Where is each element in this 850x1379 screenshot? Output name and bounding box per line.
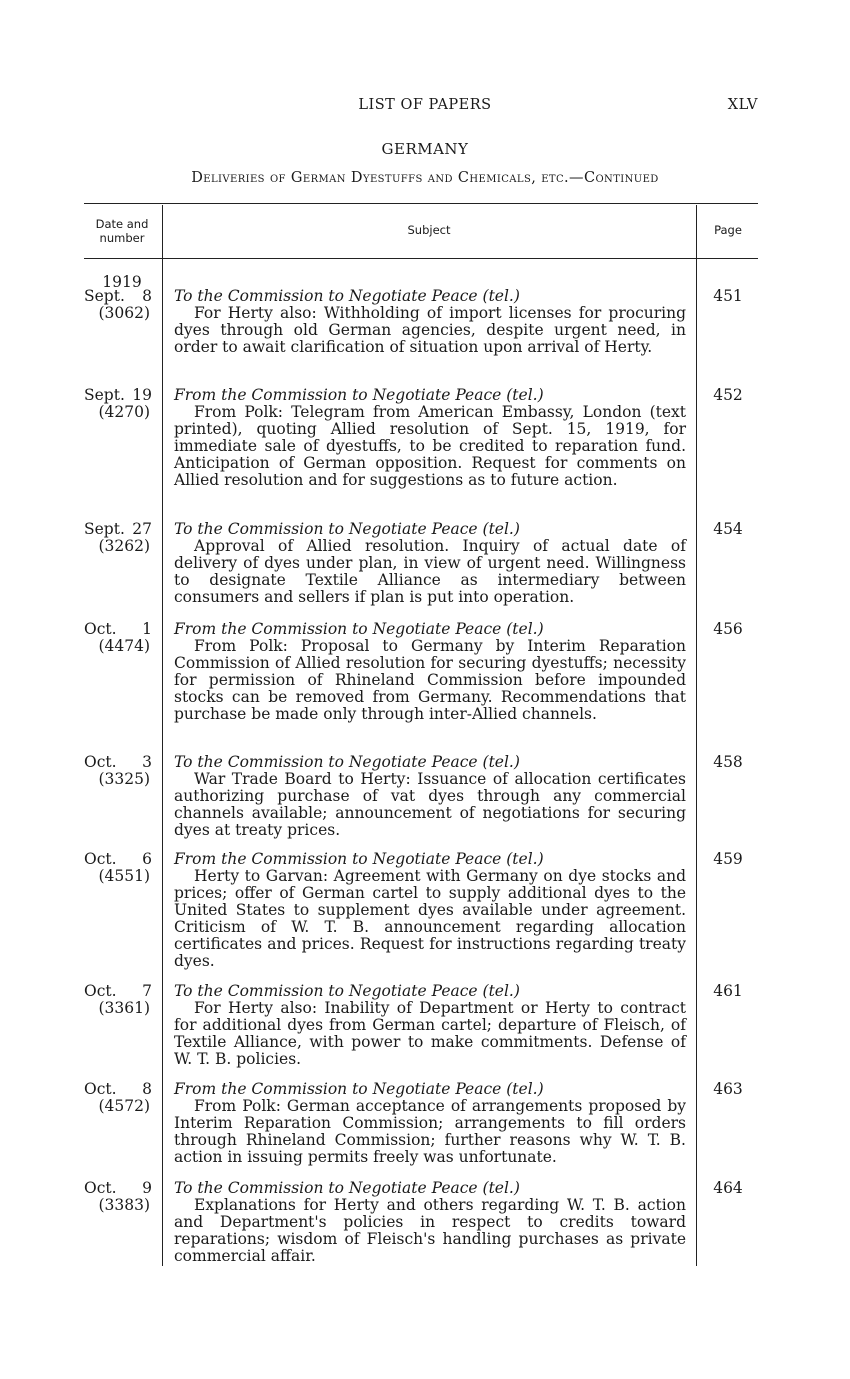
- column-divider-subject-page: [696, 205, 697, 1266]
- column-header-page: Page: [714, 223, 742, 237]
- entry-date: [84, 621, 152, 655]
- entry-date: [84, 754, 152, 788]
- entry-subject: [174, 1081, 686, 1166]
- entry-number: (4551): [98, 867, 150, 885]
- year-label: 1919: [102, 273, 142, 291]
- section-title: Deliveries of German Dyestuffs and Chemicals, etc.—Continued: [191, 170, 659, 186]
- entry-month: Sept.: [84, 386, 125, 404]
- entry-day: 27: [132, 520, 152, 538]
- entry-body: From Polk: Telegram from American Embassy, London (text printed), quoting Allied resolution of Sept. 15, 1919, for immediate sale of dyestuffs, to be credited to reparation fund. Anticipation of German opposition. Request for comments on Allied resolution and for suggestions as to future action.: [174, 403, 686, 489]
- entry-day: 6: [142, 850, 152, 868]
- entry-number: (4474): [98, 637, 150, 655]
- entry-body: Herty to Garvan: Agreement with Germany on dye stocks and prices; offer of German cartel to supply additional dyes to the United States to supplement dyes available under agreement. Criticism of W. T. B. announcement regarding allocation certificates and prices. Request for instructions regarding treaty dyes.: [174, 867, 686, 970]
- entry-page: 464: [713, 1179, 743, 1197]
- entry-page: 461: [713, 982, 743, 1000]
- entry-subject: [174, 1180, 686, 1265]
- entry-month: Oct.: [84, 982, 117, 1000]
- entry-body: Approval of Allied resolution. Inquiry of actual date of delivery of dyes under plan, in view of urgent need. Willingness to designate Textile Alliance as intermediary between consumers and sellers if plan is put into operation.: [174, 537, 686, 606]
- column-header-date: Date and number: [95, 217, 149, 245]
- entry-day: 1: [142, 620, 152, 638]
- entry-month: Sept.: [84, 287, 125, 305]
- column-divider-date-subject: [162, 205, 163, 1266]
- entry-day: 8: [142, 287, 152, 305]
- entry-subject: [174, 754, 686, 839]
- entry-day: 19: [132, 386, 152, 404]
- entry-heading: From the Commission to Negotiate Peace (tel.): [174, 850, 544, 868]
- entry-date: [84, 1180, 152, 1214]
- entry-page: 456: [713, 620, 743, 638]
- entry-subject: [174, 983, 686, 1068]
- entry-heading: To the Commission to Negotiate Peace (tel.): [174, 520, 520, 538]
- entry-number: (4572): [98, 1097, 150, 1115]
- running-head: [0, 97, 850, 117]
- entry-body: From Polk: Proposal to Germany by Interim Reparation Commission of Allied resolution for securing dyestuffs; necessity for permission of Rhineland Commission before impounded stocks can be removed from Germany. Recommendations that purchase be made only through inter-Allied channels.: [174, 637, 686, 723]
- entry-body: Explanations for Herty and others regarding W. T. B. action and Department's policies in respect to credits toward reparations; wisdom of Fleisch's handling purchases as private commercial affair.: [174, 1196, 686, 1265]
- entry-month: Sept.: [84, 520, 125, 538]
- entry-heading: From the Commission to Negotiate Peace (tel.): [174, 1080, 544, 1098]
- entry-date: [84, 387, 152, 421]
- entry-day: 7: [142, 982, 152, 1000]
- roman-page-number: XLV: [727, 97, 758, 113]
- entry-date: [84, 521, 152, 555]
- entry-body: For Herty also: Withholding of import licenses for procuring dyes through old German agencies, despite urgent need, in order to await clarification of situation upon arrival of Herty.: [174, 304, 686, 356]
- entry-heading: To the Commission to Negotiate Peace (tel.): [174, 1179, 520, 1197]
- country-heading: GERMANY: [381, 140, 469, 158]
- entry-number: (4270): [98, 403, 150, 421]
- entry-page: 454: [713, 520, 743, 538]
- entry-heading: To the Commission to Negotiate Peace (tel.): [174, 753, 520, 771]
- entry-page: 451: [713, 287, 743, 305]
- entry-date: [84, 851, 152, 885]
- running-title: LIST OF PAPERS: [358, 97, 492, 113]
- column-header-subject: Subject: [407, 223, 451, 237]
- entry-subject: [174, 621, 686, 723]
- entry-number: (3262): [98, 537, 150, 555]
- entry-subject: [174, 288, 686, 356]
- entry-month: Oct.: [84, 1080, 117, 1098]
- entry-date: [84, 1081, 152, 1115]
- table-top-rule: [84, 203, 758, 204]
- entry-number: (3383): [98, 1196, 150, 1214]
- entry-day: 3: [142, 753, 152, 771]
- entry-heading: To the Commission to Negotiate Peace (tel.): [174, 982, 520, 1000]
- entry-month: Oct.: [84, 1179, 117, 1197]
- entry-day: 8: [142, 1080, 152, 1098]
- entry-body: From Polk: German acceptance of arrangements proposed by Interim Reparation Commission; arrangements to fill orders through Rhineland Commission; further reasons why W. T. B. action in issuing permits freely was unfortunate.: [174, 1097, 686, 1166]
- entry-body: For Herty also: Inability of Department or Herty to contract for additional dyes from German cartel; departure of Fleisch, of Textile Alliance, with power to make commitments. Defense of W. T. B. policies.: [174, 999, 686, 1068]
- entry-day: 9: [142, 1179, 152, 1197]
- entry-subject: [174, 851, 686, 970]
- entry-page: 459: [713, 850, 743, 868]
- entry-month: Oct.: [84, 753, 117, 771]
- entry-month: Oct.: [84, 620, 117, 638]
- entry-heading: To the Commission to Negotiate Peace (tel.): [174, 287, 520, 305]
- entry-date: [84, 288, 152, 322]
- entry-heading: From the Commission to Negotiate Peace (tel.): [174, 620, 544, 638]
- entry-number: (3325): [98, 770, 150, 788]
- entry-month: Oct.: [84, 850, 117, 868]
- entry-page: 452: [713, 386, 743, 404]
- entry-subject: [174, 387, 686, 489]
- entry-page: 463: [713, 1080, 743, 1098]
- entry-heading: From the Commission to Negotiate Peace (tel.): [174, 386, 544, 404]
- entry-number: (3062): [98, 304, 150, 322]
- entry-body: War Trade Board to Herty: Issuance of allocation certificates authorizing purchase of vat dyes through any commercial channels available; announcement of negotiations for securing dyes at treaty prices.: [174, 770, 686, 839]
- entry-page: 458: [713, 753, 743, 771]
- entry-subject: [174, 521, 686, 606]
- entry-number: (3361): [98, 999, 150, 1017]
- entry-date: [84, 983, 152, 1017]
- table-header-rule: [84, 258, 758, 259]
